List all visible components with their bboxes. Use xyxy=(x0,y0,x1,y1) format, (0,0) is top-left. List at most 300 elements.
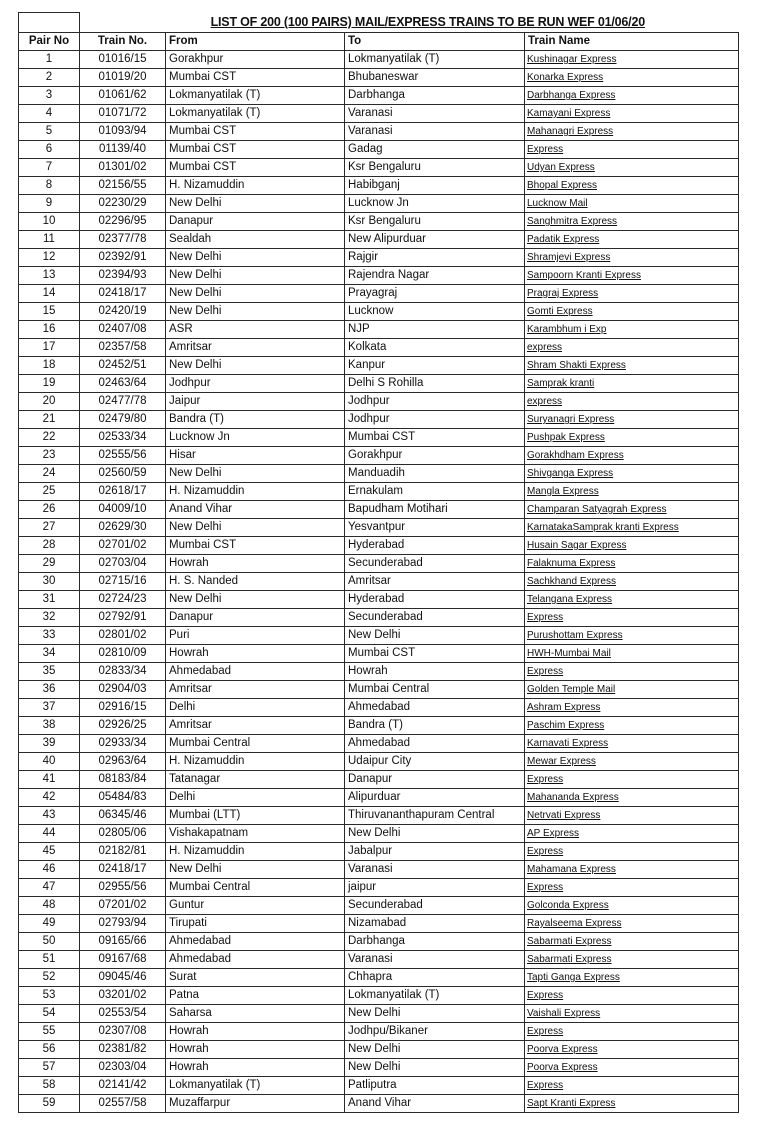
from-cell: New Delhi xyxy=(166,861,345,879)
table-body xyxy=(19,51,739,1113)
from-cell: Sealdah xyxy=(166,231,345,249)
train-no-cell: 02307/08 xyxy=(80,1023,166,1041)
from-cell: Tatanagar xyxy=(166,771,345,789)
pair-no-cell: 1 xyxy=(19,51,80,69)
to-cell: Kanpur xyxy=(345,357,525,375)
train-name-cell: Express xyxy=(525,1023,739,1041)
pair-no-cell: 21 xyxy=(19,411,80,429)
pair-no-cell: 9 xyxy=(19,195,80,213)
train-no-cell: 02452/51 xyxy=(80,357,166,375)
table-row xyxy=(19,411,739,429)
pair-no-cell: 30 xyxy=(19,573,80,591)
table-row xyxy=(19,645,739,663)
table-row xyxy=(19,699,739,717)
train-no-cell: 02420/19 xyxy=(80,303,166,321)
from-cell: Mumbai Central xyxy=(166,735,345,753)
train-name-cell: Sabarmati Express xyxy=(525,951,739,969)
pair-no-cell: 26 xyxy=(19,501,80,519)
pair-no-cell: 58 xyxy=(19,1077,80,1095)
train-name-cell: Purushottam Express xyxy=(525,627,739,645)
train-name-cell: Husain Sagar Express xyxy=(525,537,739,555)
train-no-cell: 07201/02 xyxy=(80,897,166,915)
from-cell: Amritsar xyxy=(166,717,345,735)
from-cell: H. Nizamuddin xyxy=(166,843,345,861)
train-no-cell: 01019/20 xyxy=(80,69,166,87)
pair-no-cell: 19 xyxy=(19,375,80,393)
table-row xyxy=(19,591,739,609)
pair-no-cell: 24 xyxy=(19,465,80,483)
train-name-cell: Konarka Express xyxy=(525,69,739,87)
page-title: LIST OF 200 (100 PAIRS) MAIL/EXPRESS TRAINS TO BE RUN WEF 01/06/20 xyxy=(80,13,739,33)
train-name-cell: AP Express xyxy=(525,825,739,843)
table-row xyxy=(19,159,739,177)
from-cell: Howrah xyxy=(166,555,345,573)
to-cell: Rajendra Nagar xyxy=(345,267,525,285)
table-row xyxy=(19,339,739,357)
table-row xyxy=(19,807,739,825)
from-cell: Mumbai CST xyxy=(166,69,345,87)
from-cell: Howrah xyxy=(166,1041,345,1059)
from-cell: Saharsa xyxy=(166,1005,345,1023)
table-row xyxy=(19,753,739,771)
train-no-cell: 02357/58 xyxy=(80,339,166,357)
table-row xyxy=(19,1023,739,1041)
to-cell: Ksr Bengaluru xyxy=(345,213,525,231)
train-no-cell: 02553/54 xyxy=(80,1005,166,1023)
train-name-cell: Karambhum i Exp xyxy=(525,321,739,339)
from-cell: Lokmanyatilak (T) xyxy=(166,1077,345,1095)
table-row xyxy=(19,357,739,375)
train-name-cell: Mangla Express xyxy=(525,483,739,501)
train-list-sheet xyxy=(18,12,738,1113)
to-cell: Gorakhpur xyxy=(345,447,525,465)
pair-no-cell: 49 xyxy=(19,915,80,933)
from-cell: New Delhi xyxy=(166,519,345,537)
train-no-cell: 02963/64 xyxy=(80,753,166,771)
from-cell: Patna xyxy=(166,987,345,1005)
to-cell: New Alipurduar xyxy=(345,231,525,249)
train-name-cell: Samprak kranti xyxy=(525,375,739,393)
train-name-cell: Shramjevi Express xyxy=(525,249,739,267)
to-cell: New Delhi xyxy=(345,825,525,843)
pair-no-cell: 55 xyxy=(19,1023,80,1041)
pair-no-cell: 4 xyxy=(19,105,80,123)
pair-no-cell: 15 xyxy=(19,303,80,321)
table-row xyxy=(19,1095,739,1113)
to-cell: Lucknow Jn xyxy=(345,195,525,213)
table-row xyxy=(19,87,739,105)
train-no-cell: 02810/09 xyxy=(80,645,166,663)
from-cell: New Delhi xyxy=(166,195,345,213)
from-cell: Gorakhpur xyxy=(166,51,345,69)
table-row xyxy=(19,1077,739,1095)
header-train-no: Train No. xyxy=(80,33,166,51)
to-cell: Rajgir xyxy=(345,249,525,267)
train-no-cell: 02230/29 xyxy=(80,195,166,213)
pair-no-cell: 5 xyxy=(19,123,80,141)
pair-no-cell: 18 xyxy=(19,357,80,375)
from-cell: Lokmanyatilak (T) xyxy=(166,87,345,105)
train-no-cell: 02833/34 xyxy=(80,663,166,681)
to-cell: Bhubaneswar xyxy=(345,69,525,87)
train-no-cell: 02904/03 xyxy=(80,681,166,699)
table-row xyxy=(19,249,739,267)
train-name-cell: Sapt Kranti Express xyxy=(525,1095,739,1113)
pair-no-cell: 53 xyxy=(19,987,80,1005)
table-row xyxy=(19,1059,739,1077)
to-cell: Ksr Bengaluru xyxy=(345,159,525,177)
to-cell: Patliputra xyxy=(345,1077,525,1095)
train-name-cell: Ashram Express xyxy=(525,699,739,717)
pair-no-cell: 3 xyxy=(19,87,80,105)
header-from: From xyxy=(166,33,345,51)
pair-no-cell: 29 xyxy=(19,555,80,573)
train-no-cell: 02703/04 xyxy=(80,555,166,573)
table-row xyxy=(19,267,739,285)
to-cell: Ahmedabad xyxy=(345,699,525,717)
from-cell: Ahmedabad xyxy=(166,663,345,681)
table-row xyxy=(19,717,739,735)
pair-no-cell: 36 xyxy=(19,681,80,699)
to-cell: Lucknow xyxy=(345,303,525,321)
to-cell: Lokmanyatilak (T) xyxy=(345,51,525,69)
table-row xyxy=(19,177,739,195)
to-cell: Darbhanga xyxy=(345,933,525,951)
to-cell: Jabalpur xyxy=(345,843,525,861)
train-name-cell: Express xyxy=(525,879,739,897)
from-cell: Tirupati xyxy=(166,915,345,933)
train-no-cell: 02303/04 xyxy=(80,1059,166,1077)
to-cell: Thiruvananthapuram Central xyxy=(345,807,525,825)
table-row xyxy=(19,465,739,483)
to-cell: Varanasi xyxy=(345,123,525,141)
to-cell: Habibganj xyxy=(345,177,525,195)
pair-no-cell: 48 xyxy=(19,897,80,915)
train-name-cell: Suryanagri Express xyxy=(525,411,739,429)
train-name-cell: Lucknow Mail xyxy=(525,195,739,213)
to-cell: jaipur xyxy=(345,879,525,897)
table-row xyxy=(19,393,739,411)
pair-no-cell: 44 xyxy=(19,825,80,843)
train-no-cell: 02377/78 xyxy=(80,231,166,249)
from-cell: Mumbai CST xyxy=(166,159,345,177)
train-no-cell: 02418/17 xyxy=(80,285,166,303)
pair-no-cell: 20 xyxy=(19,393,80,411)
table-row xyxy=(19,123,739,141)
table-row xyxy=(19,429,739,447)
from-cell: New Delhi xyxy=(166,465,345,483)
pair-no-cell: 37 xyxy=(19,699,80,717)
to-cell: Varanasi xyxy=(345,861,525,879)
to-cell: Danapur xyxy=(345,771,525,789)
train-no-cell: 01071/72 xyxy=(80,105,166,123)
to-cell: Nizamabad xyxy=(345,915,525,933)
train-no-cell: 02555/56 xyxy=(80,447,166,465)
train-no-cell: 02418/17 xyxy=(80,861,166,879)
to-cell: Ahmedabad xyxy=(345,735,525,753)
to-cell: Gadag xyxy=(345,141,525,159)
train-no-cell: 03201/02 xyxy=(80,987,166,1005)
train-no-cell: 02793/94 xyxy=(80,915,166,933)
to-cell: Howrah xyxy=(345,663,525,681)
pair-no-cell: 31 xyxy=(19,591,80,609)
table-row xyxy=(19,105,739,123)
pair-no-cell: 17 xyxy=(19,339,80,357)
to-cell: Varanasi xyxy=(345,105,525,123)
pair-no-cell: 28 xyxy=(19,537,80,555)
train-no-cell: 02629/30 xyxy=(80,519,166,537)
table-row xyxy=(19,537,739,555)
pair-no-cell: 51 xyxy=(19,951,80,969)
pair-no-cell: 43 xyxy=(19,807,80,825)
from-cell: Lucknow Jn xyxy=(166,429,345,447)
from-cell: New Delhi xyxy=(166,357,345,375)
train-name-cell: Express xyxy=(525,1077,739,1095)
train-name-cell: Tapti Ganga Express xyxy=(525,969,739,987)
train-no-cell: 01016/15 xyxy=(80,51,166,69)
table-row xyxy=(19,555,739,573)
from-cell: Danapur xyxy=(166,609,345,627)
to-cell: Jodhpur xyxy=(345,411,525,429)
train-no-cell: 05484/83 xyxy=(80,789,166,807)
train-name-cell: Express xyxy=(525,771,739,789)
to-cell: New Delhi xyxy=(345,1041,525,1059)
to-cell: NJP xyxy=(345,321,525,339)
from-cell: Howrah xyxy=(166,645,345,663)
train-name-cell: Padatik Express xyxy=(525,231,739,249)
train-name-cell: KarnatakaSamprak kranti Express xyxy=(525,519,739,537)
title-blank-cell xyxy=(19,13,80,33)
train-name-cell: Poorva Express xyxy=(525,1041,739,1059)
pair-no-cell: 42 xyxy=(19,789,80,807)
to-cell: Chhapra xyxy=(345,969,525,987)
train-no-cell: 02916/15 xyxy=(80,699,166,717)
pair-no-cell: 57 xyxy=(19,1059,80,1077)
table-row xyxy=(19,681,739,699)
pair-no-cell: 12 xyxy=(19,249,80,267)
header-to: To xyxy=(345,33,525,51)
table-row xyxy=(19,213,739,231)
to-cell: Mumbai CST xyxy=(345,429,525,447)
train-name-cell: Express xyxy=(525,843,739,861)
table-row xyxy=(19,1041,739,1059)
table-row xyxy=(19,843,739,861)
train-name-cell: Mewar Express xyxy=(525,753,739,771)
to-cell: Anand Vihar xyxy=(345,1095,525,1113)
train-name-cell: Sampoorn Kranti Express xyxy=(525,267,739,285)
train-no-cell: 01093/94 xyxy=(80,123,166,141)
table-row xyxy=(19,789,739,807)
train-no-cell: 02533/34 xyxy=(80,429,166,447)
table-row xyxy=(19,951,739,969)
train-name-cell: Shram Shakti Express xyxy=(525,357,739,375)
train-name-cell: Mahamana Express xyxy=(525,861,739,879)
to-cell: New Delhi xyxy=(345,1059,525,1077)
from-cell: Ahmedabad xyxy=(166,933,345,951)
train-no-cell: 02926/25 xyxy=(80,717,166,735)
train-no-cell: 02394/93 xyxy=(80,267,166,285)
table-row xyxy=(19,285,739,303)
to-cell: Secunderabad xyxy=(345,609,525,627)
train-name-cell: Gorakhdham Express xyxy=(525,447,739,465)
table-row xyxy=(19,915,739,933)
train-name-cell: Mahananda Express xyxy=(525,789,739,807)
train-name-cell: Vaishali Express xyxy=(525,1005,739,1023)
table-row xyxy=(19,573,739,591)
from-cell: Muzaffarpur xyxy=(166,1095,345,1113)
table-row xyxy=(19,51,739,69)
train-name-cell: Gomti Express xyxy=(525,303,739,321)
to-cell: Lokmanyatilak (T) xyxy=(345,987,525,1005)
to-cell: Mumbai CST xyxy=(345,645,525,663)
train-name-cell: Karnavati Express xyxy=(525,735,739,753)
train-name-cell: HWH-Mumbai Mail xyxy=(525,645,739,663)
from-cell: Lokmanyatilak (T) xyxy=(166,105,345,123)
to-cell: Mumbai Central xyxy=(345,681,525,699)
train-no-cell: 02141/42 xyxy=(80,1077,166,1095)
header-row xyxy=(19,33,739,51)
train-no-cell: 02792/91 xyxy=(80,609,166,627)
table-row xyxy=(19,825,739,843)
from-cell: New Delhi xyxy=(166,267,345,285)
table-row xyxy=(19,969,739,987)
table-row xyxy=(19,447,739,465)
to-cell: Bapudham Motihari xyxy=(345,501,525,519)
train-name-cell: Express xyxy=(525,663,739,681)
train-no-cell: 02407/08 xyxy=(80,321,166,339)
pair-no-cell: 22 xyxy=(19,429,80,447)
train-no-cell: 02381/82 xyxy=(80,1041,166,1059)
train-name-cell: Rayalseema Express xyxy=(525,915,739,933)
train-name-cell: Bhopal Express xyxy=(525,177,739,195)
from-cell: H. Nizamuddin xyxy=(166,177,345,195)
from-cell: Jaipur xyxy=(166,393,345,411)
table-row xyxy=(19,501,739,519)
from-cell: ASR xyxy=(166,321,345,339)
pair-no-cell: 23 xyxy=(19,447,80,465)
to-cell: Bandra (T) xyxy=(345,717,525,735)
train-name-cell: Pragraj Express xyxy=(525,285,739,303)
pair-no-cell: 11 xyxy=(19,231,80,249)
train-no-cell: 02477/78 xyxy=(80,393,166,411)
from-cell: Puri xyxy=(166,627,345,645)
pair-no-cell: 34 xyxy=(19,645,80,663)
train-no-cell: 02724/23 xyxy=(80,591,166,609)
pair-no-cell: 27 xyxy=(19,519,80,537)
train-no-cell: 02182/81 xyxy=(80,843,166,861)
train-name-cell: Golconda Express xyxy=(525,897,739,915)
header-pair-no: Pair No xyxy=(19,33,80,51)
pair-no-cell: 2 xyxy=(19,69,80,87)
table-row xyxy=(19,771,739,789)
pair-no-cell: 13 xyxy=(19,267,80,285)
train-name-cell: Express xyxy=(525,987,739,1005)
train-name-cell: express xyxy=(525,339,739,357)
to-cell: Udaipur City xyxy=(345,753,525,771)
from-cell: Amritsar xyxy=(166,681,345,699)
from-cell: Bandra (T) xyxy=(166,411,345,429)
pair-no-cell: 52 xyxy=(19,969,80,987)
train-name-cell: Telangana Express xyxy=(525,591,739,609)
table-row xyxy=(19,483,739,501)
train-name-cell: Sachkhand Express xyxy=(525,573,739,591)
pair-no-cell: 39 xyxy=(19,735,80,753)
train-no-cell: 02805/06 xyxy=(80,825,166,843)
from-cell: Howrah xyxy=(166,1059,345,1077)
train-name-cell: Netrvati Express xyxy=(525,807,739,825)
train-name-cell: Golden Temple Mail xyxy=(525,681,739,699)
train-name-cell: Express xyxy=(525,609,739,627)
to-cell: Delhi S Rohilla xyxy=(345,375,525,393)
from-cell: Hisar xyxy=(166,447,345,465)
table-row xyxy=(19,69,739,87)
train-name-cell: Sabarmati Express xyxy=(525,933,739,951)
train-name-cell: Champaran Satyagrah Express xyxy=(525,501,739,519)
table-row xyxy=(19,519,739,537)
pair-no-cell: 10 xyxy=(19,213,80,231)
train-no-cell: 06345/46 xyxy=(80,807,166,825)
to-cell: Kolkata xyxy=(345,339,525,357)
to-cell: Secunderabad xyxy=(345,897,525,915)
train-no-cell: 08183/84 xyxy=(80,771,166,789)
pair-no-cell: 33 xyxy=(19,627,80,645)
train-no-cell: 01061/62 xyxy=(80,87,166,105)
header-train-name: Train Name xyxy=(525,33,739,51)
train-name-cell: Darbhanga Express xyxy=(525,87,739,105)
pair-no-cell: 54 xyxy=(19,1005,80,1023)
train-no-cell: 02479/80 xyxy=(80,411,166,429)
from-cell: Anand Vihar xyxy=(166,501,345,519)
train-no-cell: 09045/46 xyxy=(80,969,166,987)
to-cell: Prayagraj xyxy=(345,285,525,303)
from-cell: Guntur xyxy=(166,897,345,915)
table-row xyxy=(19,303,739,321)
pair-no-cell: 14 xyxy=(19,285,80,303)
table-row xyxy=(19,663,739,681)
train-no-cell: 02955/56 xyxy=(80,879,166,897)
from-cell: H. S. Nanded xyxy=(166,573,345,591)
table-row xyxy=(19,195,739,213)
title-row xyxy=(19,13,739,33)
from-cell: H. Nizamuddin xyxy=(166,483,345,501)
pair-no-cell: 41 xyxy=(19,771,80,789)
from-cell: New Delhi xyxy=(166,285,345,303)
table-row xyxy=(19,321,739,339)
train-no-cell: 02801/02 xyxy=(80,627,166,645)
train-name-cell: Kamayani Express xyxy=(525,105,739,123)
to-cell: Manduadih xyxy=(345,465,525,483)
to-cell: New Delhi xyxy=(345,627,525,645)
pair-no-cell: 8 xyxy=(19,177,80,195)
train-no-cell: 04009/10 xyxy=(80,501,166,519)
table-row xyxy=(19,375,739,393)
from-cell: Jodhpur xyxy=(166,375,345,393)
to-cell: Amritsar xyxy=(345,573,525,591)
from-cell: Delhi xyxy=(166,699,345,717)
to-cell: Ernakulam xyxy=(345,483,525,501)
train-name-cell: Express xyxy=(525,141,739,159)
from-cell: New Delhi xyxy=(166,591,345,609)
pair-no-cell: 47 xyxy=(19,879,80,897)
train-name-cell: Paschim Express xyxy=(525,717,739,735)
train-no-cell: 09165/66 xyxy=(80,933,166,951)
pair-no-cell: 38 xyxy=(19,717,80,735)
from-cell: Ahmedabad xyxy=(166,951,345,969)
table-row xyxy=(19,141,739,159)
from-cell: Vishakapatnam xyxy=(166,825,345,843)
to-cell: Jodhpur xyxy=(345,393,525,411)
from-cell: Mumbai CST xyxy=(166,141,345,159)
